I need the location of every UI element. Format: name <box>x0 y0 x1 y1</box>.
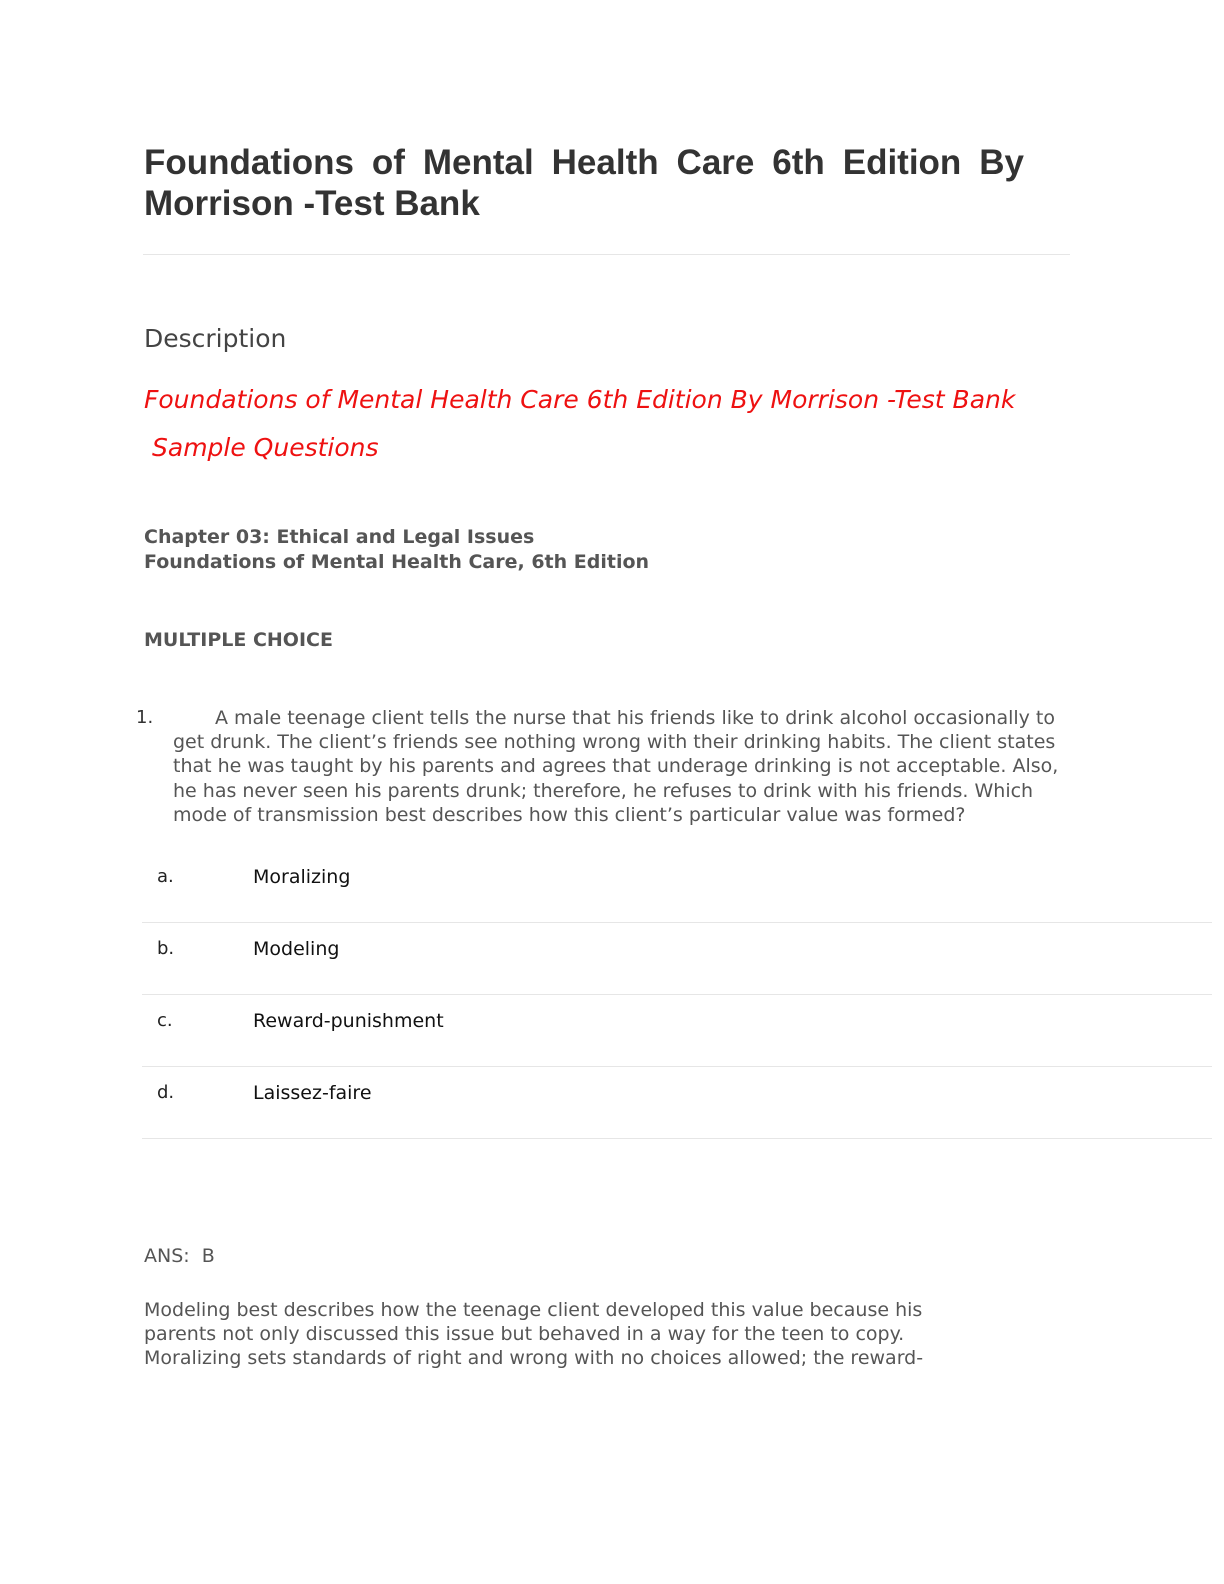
chapter-info <box>144 525 649 575</box>
answer-choices <box>142 852 1212 1140</box>
rationale-line: Modeling best describes how the teenage client developed this value because his <box>144 1299 923 1321</box>
book-edition: Foundations of Mental Health Care, 6th Edition <box>144 551 650 573</box>
section-heading: MULTIPLE CHOICE <box>144 629 333 651</box>
choice-letter: c. <box>157 1010 173 1031</box>
answer-key: ANS: B <box>144 1245 215 1267</box>
choice-letter: a. <box>157 866 174 887</box>
choice-letter: b. <box>157 938 175 959</box>
answer-rationale <box>144 1298 1004 1371</box>
rationale-line: Moralizing sets standards of right and wrong with no choices allowed; the reward- <box>144 1347 924 1370</box>
title-divider <box>143 254 1070 255</box>
question-text: A male teenage client tells the nurse that his friends like to drink alcohol occasionally to get drunk. The client’s friends see nothing wrong with their drinking habits. The client states that he was taught by his parents and agrees that underage drinking is not acceptable. Also, he has never seen his parents drunk; therefore, he refuses to drink with his friends. Which mode of transmission best describes how this client’s particular value was formed? <box>173 707 1059 826</box>
choice-text: Modeling <box>253 938 340 960</box>
description-title-line: Foundations of Mental Health Care 6th Edition By Morrison -Test Bank <box>144 385 1016 414</box>
description-heading: Description <box>144 324 287 353</box>
description-sample-questions: Sample Questions <box>152 433 379 462</box>
choice-letter: d. <box>157 1082 175 1103</box>
choice-text: Laissez-faire <box>253 1082 372 1104</box>
choice-row <box>142 996 1212 1067</box>
choice-row <box>142 1068 1212 1139</box>
rationale-line: parents not only discussed this issue but behaved in a way for the teen to copy. <box>144 1323 905 1346</box>
page-title: Foundations of Mental Health Care 6th Edition By Morrison -Test Bank <box>144 143 1024 223</box>
choice-text: Reward-punishment <box>253 1010 444 1032</box>
choice-text: Moralizing <box>253 866 351 888</box>
chapter-title: Chapter 03: Ethical and Legal Issues <box>144 526 535 548</box>
choice-row <box>142 924 1212 995</box>
question-number: 1. <box>136 707 154 728</box>
choice-row <box>142 852 1212 923</box>
